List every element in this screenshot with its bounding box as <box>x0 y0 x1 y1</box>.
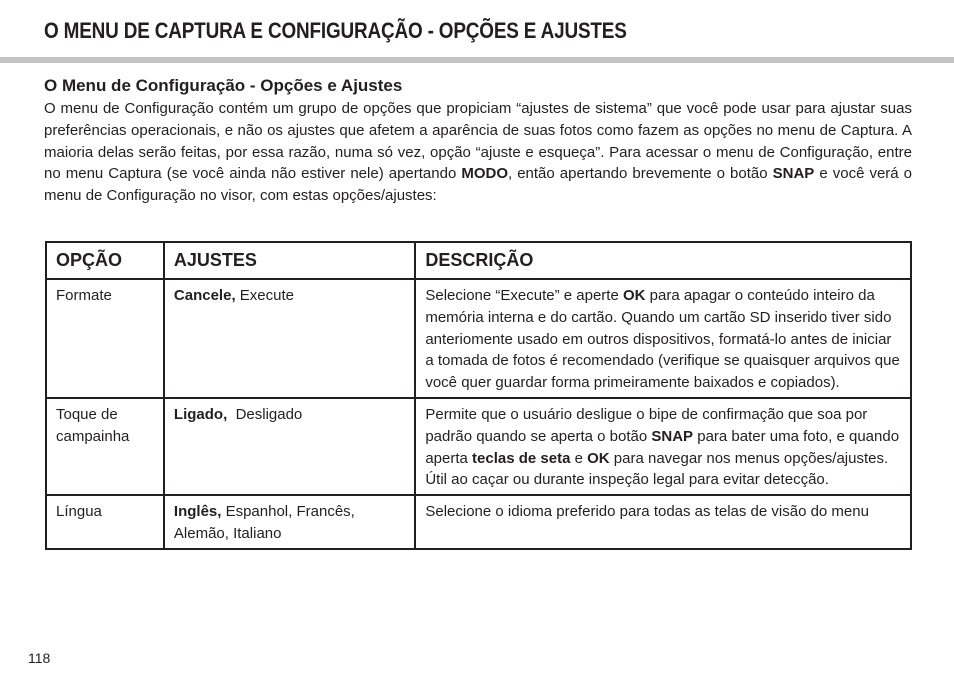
intro-bold-modo: MODO <box>461 165 508 183</box>
intro-text-1: O menu de Configuração contém um grupo de opções que propiciam “ajustes de sistema” que você pode usar para ajustar suas preferências operacionais, e não os ajustes que afetem a aparência de suas fotos como fazem as opções no menu de Captura. A maioria delas serão feitas, por essa razão, numa só vez, opção “ajuste e esqueça”. Para acessar o menu de Configuração, entre no menu Captura (se você ainda não estiver nele) apertando <box>44 100 912 183</box>
description-bold: OK <box>587 449 610 467</box>
description-bold: SNAP <box>651 427 694 445</box>
settings-cell <box>164 495 415 549</box>
table-row <box>46 279 911 398</box>
description-bold: OK <box>622 287 646 304</box>
intro-paragraph <box>44 98 912 207</box>
page-number: 118 <box>28 650 51 666</box>
description-bold: teclas de seta <box>472 449 571 467</box>
description-text: e <box>570 449 588 467</box>
page-header-title: O MENU DE CAPTURA E CONFIGURAÇÃO - OPÇÕES E AJUSTES <box>44 18 627 43</box>
option-cell: Toque de campainha <box>46 398 164 495</box>
header-divider <box>0 57 954 63</box>
description-text: Selecione o idioma preferido para todas as telas de visão do menu <box>425 503 869 521</box>
column-header-option: OPÇÃO <box>46 242 164 279</box>
settings-cell <box>164 398 415 495</box>
column-header-settings: AJUSTES <box>164 242 415 279</box>
table-row <box>46 495 911 549</box>
default-setting: Cancele, <box>173 287 236 304</box>
table-header-row <box>46 242 911 279</box>
intro-bold-snap: SNAP <box>772 165 815 183</box>
intro-text-2: , então apertando brevemente o botão <box>508 165 773 183</box>
default-setting: Ligado, <box>173 405 228 423</box>
intro-text-3: e você verá o menu de Configuração no visor, com estas opções/ajustes: <box>44 165 913 205</box>
default-setting: Inglês, <box>173 503 222 521</box>
options-table <box>45 241 912 550</box>
column-header-description: DESCRIÇÃO <box>415 242 911 279</box>
settings-cell <box>164 279 415 398</box>
other-settings: Desligado <box>227 405 303 423</box>
description-cell <box>415 398 911 495</box>
option-cell: Língua <box>46 495 164 549</box>
description-text: Permite que o usuário desligue o bipe de confirmação que soa por padrão quando se aperta o botão <box>425 405 868 445</box>
description-cell <box>415 495 911 549</box>
description-text: para bater uma foto, e quando aperta <box>425 427 900 467</box>
description-text: para navegar nos menus opções/ajustes. Útil ao caçar ou durante inspeção legal para evitar detecção. <box>425 449 889 489</box>
description-text: Selecione “Execute” e aperte <box>425 287 623 304</box>
other-settings: Espanhol, Francês, Alemão, Italiano <box>173 503 355 542</box>
table-row <box>46 398 911 495</box>
other-settings: Execute <box>235 287 294 304</box>
section-title: O Menu de Configuração - Opções e Ajustes <box>44 76 403 95</box>
option-cell: Formate <box>46 279 164 398</box>
description-cell <box>415 279 911 398</box>
description-text: para apagar o conteúdo inteiro da memória interna e do cartão. Quando um cartão SD inserido tiver sido anteriomente usado em outros dispositivos, formatá-lo antes de iniciar a tomada de fotos é recomendado (verifique se quaisquer arquivos que você quer guardar forma primeiramente baixados e copiados). <box>425 287 900 392</box>
